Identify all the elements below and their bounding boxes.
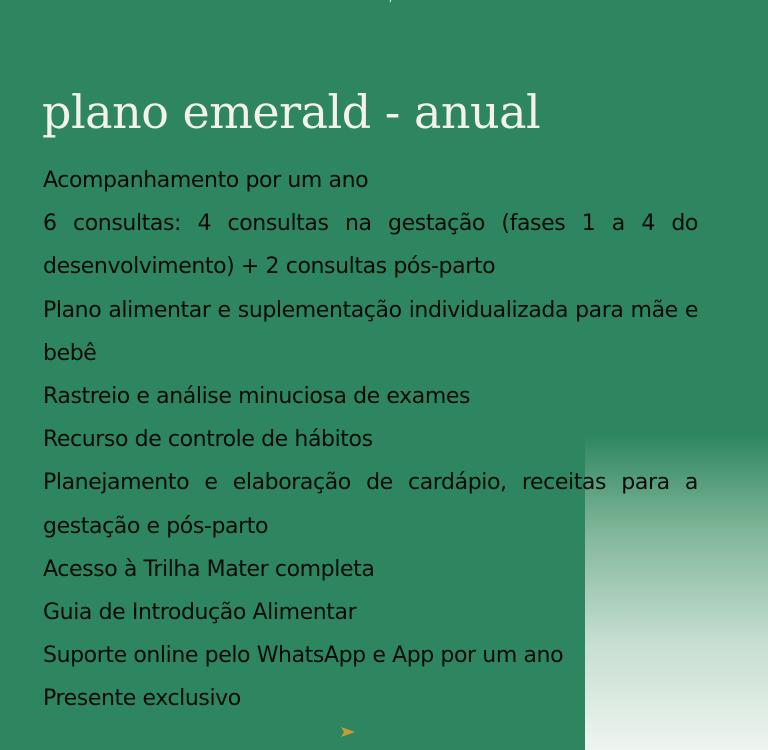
- feature-item: Guia de Introdução Alimentar: [43, 600, 357, 626]
- feature-list: [43, 159, 698, 721]
- feature-item: Rastreio e análise minuciosa de exames: [43, 384, 471, 410]
- feature-item: Acesso à Trilha Mater completa: [43, 556, 375, 582]
- feature-item: 6 consultas: 4 consultas na gestação (fases 1 a 4 do desenvolvimento) + 2 consultas pós-parto: [43, 211, 698, 280]
- feature-item: Plano alimentar e suplementação individualizada para mãe e bebê: [43, 297, 698, 366]
- arrow-right-icon[interactable]: [45, 724, 357, 740]
- leaf-ornament-icon: [380, 0, 400, 6]
- plan-title: plano emerald - anual: [42, 85, 541, 139]
- feature-item: Planejamento e elaboração de cardápio, receitas para a gestação e pós-parto: [43, 470, 698, 539]
- feature-item: Acompanhamento por um ano: [43, 168, 369, 193]
- feature-item: Presente exclusivo: [43, 686, 241, 712]
- feature-item: Recurso de controle de hábitos: [43, 427, 373, 453]
- feature-item: Suporte online pelo WhatsApp e App por um ano: [43, 643, 564, 669]
